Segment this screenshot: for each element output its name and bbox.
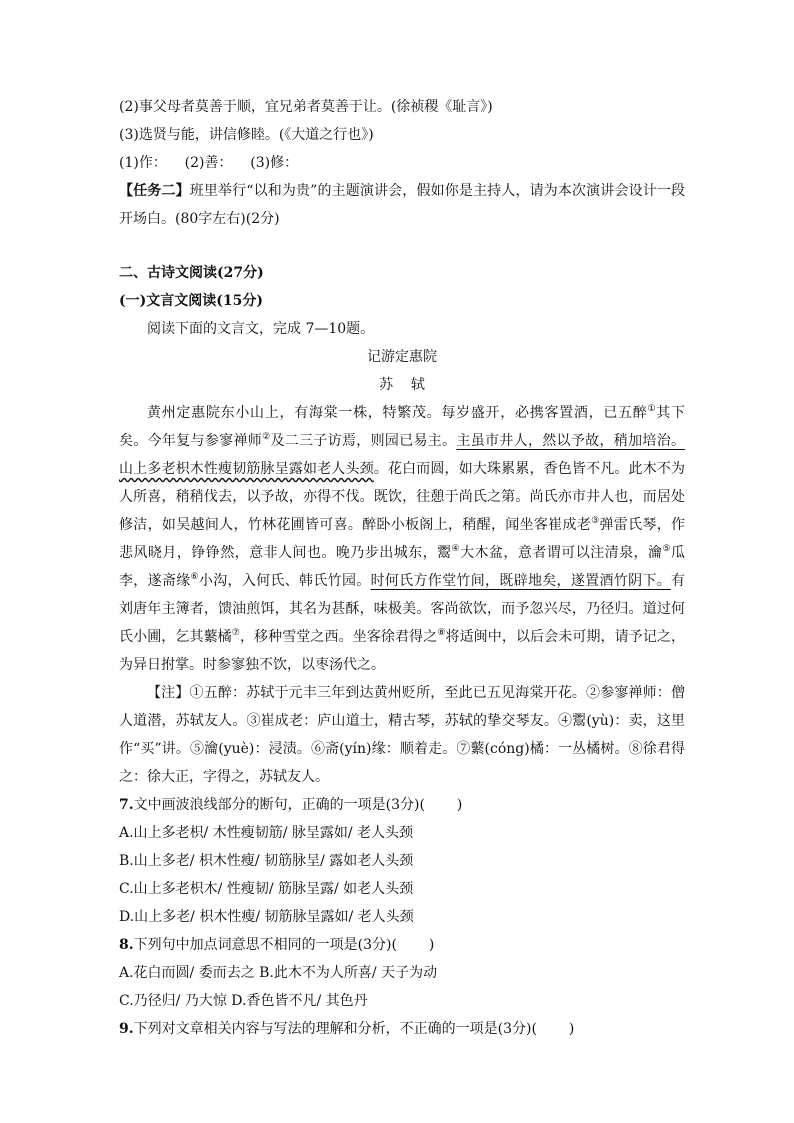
quote-line-3: (3)选贤与能，讲信修睦。(《大道之行也》) xyxy=(119,127,374,143)
passage-text: 瓜李，遂斋缘 xyxy=(119,545,685,589)
question-number: 8. xyxy=(119,937,134,953)
notes-block xyxy=(119,679,685,791)
passage-text: 黄州定惠院东小山上，有海棠一株，特繁茂。每岁盛开，必携客置酒，已五醉 xyxy=(147,405,648,421)
q8-option: C.乃径归/ 乃大惊 D.香色皆不凡/ 其色丹 xyxy=(119,993,368,1009)
note-ref-2: ② xyxy=(262,432,271,442)
note-ref-1: ① xyxy=(647,404,657,414)
question-9 xyxy=(119,1015,685,1043)
notes-text: ①五醉：苏轼于元丰三年到达黄州贬所，至此已五见海棠开花。②参寥禅师：僧人道潜，苏轼友人。③崔成老：庐山道士，精古琴，苏轼的挚交琴友。④鬻(yù)：卖，这里作“买”讲。⑤瀹(yuè)：浸渍。⑥斋(yín)缘：顺着走。⑦蘩(cóng)橘：一丛橘树。⑧徐君得之：徐大正，字得之，苏轼友人。 xyxy=(119,685,686,785)
task2-paragraph xyxy=(119,177,685,233)
answer-bracket-close: ) xyxy=(568,1021,575,1037)
passage-text: 其下矣。今年复与参寥禅师 xyxy=(119,405,686,449)
q8-option: A.花白而圆/ 委而去之 B.此木不为人所喜/ 天子为动 xyxy=(119,965,438,981)
passage-text: 弹雷氏琴，作悲风晓月，铮铮然，意非人间也。晚乃步出城东，鬻 xyxy=(119,517,685,561)
note-ref-4: ④ xyxy=(451,544,461,554)
task2-block xyxy=(119,177,685,233)
underlined-sentence-1: 主虽市井人，然以予故，稍加培治。 xyxy=(456,433,686,449)
question-text: 下列句中加点词意思不相同的一项是(3分)( xyxy=(133,937,397,953)
passage-text: 有刘唐年主簿者，馈油煎饵，其名为甚酥，味极美。客尚欲饮，而予忽兴尽，乃径归。道过何氏小圃，乞其蘩橘 xyxy=(119,573,685,645)
note-ref-8: ⑧ xyxy=(437,628,446,638)
passage-text: 小沟，入何氏、韩氏竹园。 xyxy=(198,573,371,589)
section-heading: 二、古诗文阅读(27分) xyxy=(119,265,264,281)
notes-label: 【注】 xyxy=(147,685,190,701)
passage-body xyxy=(119,399,685,679)
question-text: 下列对文章相关内容与写法的理解和分析，不正确的一项是(3分)( xyxy=(133,1021,537,1037)
instruction: 阅读下面的文言文，完成 7—10题。 xyxy=(147,321,375,337)
wavy-underlined-phrase: 山上多老枳木性瘦韧筋脉呈露如老人头颈 xyxy=(119,461,374,477)
q7-option: A.山上多老枳/ 木性瘦韧筋/ 脉呈露如/ 老人头颈 xyxy=(119,825,414,841)
note-ref-3: ③ xyxy=(591,516,600,526)
answer-bracket-close: ) xyxy=(456,797,463,813)
note-ref-5: ⑤ xyxy=(662,544,671,554)
note-ref-7: ⑦ xyxy=(231,628,240,638)
notes-paragraph xyxy=(119,679,685,791)
q7-option: B.山上多老/ 枳木性瘦/ 韧筋脉呈/ 露如老人头颈 xyxy=(119,853,414,869)
q7-option: C.山上多老枳木/ 性瘦韧/ 筋脉呈露/ 如老人头颈 xyxy=(119,881,414,897)
passage-title: 记游定惠院 xyxy=(367,349,437,365)
question-7 xyxy=(119,791,685,819)
sub-heading: (一)文言文阅读(15分) xyxy=(119,293,263,309)
passage-text: 及二三子访焉，则园已易主。 xyxy=(270,433,457,449)
note-ref-6: ⑥ xyxy=(190,572,199,582)
quote-line-2: (2)事父母者莫善于顺，宜兄弟者莫善于让。(徐祯稷《耻言》) xyxy=(119,99,493,115)
answer-bracket-close: ) xyxy=(428,937,435,953)
passage-author: 苏 轼 xyxy=(379,377,425,393)
passage-text: 大木盆，意者谓可以注清泉，瀹 xyxy=(460,545,663,561)
question-text: 文中画波浪线部分的断句，正确的一项是(3分)( xyxy=(133,797,425,813)
task2-text: 班里举行“以和为贵”的主题演讲会，假如你是主持人，请为本次演讲会设计一段开场白。(80字左右)(2分) xyxy=(119,183,686,227)
question-number: 7. xyxy=(119,797,134,813)
task2-label: 【任务二】 xyxy=(119,183,190,199)
question-number: 9. xyxy=(119,1021,134,1037)
passage-text: 。花白而圆，如大珠累累，香色皆不凡。此木不为人所喜，稍稍伐去，以予故，亦得不伐。既饮，往憩于尚氏之第。尚氏亦市井人也，而居处修洁，如吴越间人，竹林花圃皆可喜。醉卧小板阁上，稍醒，闻坐客崔成老 xyxy=(119,461,686,533)
document-page xyxy=(119,93,685,1043)
answer-line: (1)作： (2)善： (3)修： xyxy=(119,155,299,171)
passage-paragraph xyxy=(119,399,685,679)
underlined-sentence-2: 时何氏方作堂竹间，既辟地矣，遂置酒竹阴下。 xyxy=(370,573,671,589)
question-8 xyxy=(119,931,685,959)
q7-option: D.山上多老/ 枳木性瘦/ 韧筋脉呈露如/ 老人头颈 xyxy=(119,909,414,925)
passage-text: ，移种雪堂之西。坐客徐君得之 xyxy=(239,629,438,645)
passage-text: 将适闽中，以后会未可期，请予记之，为异日拊掌。时参寥独不饮，以枣汤代之。 xyxy=(119,629,686,673)
